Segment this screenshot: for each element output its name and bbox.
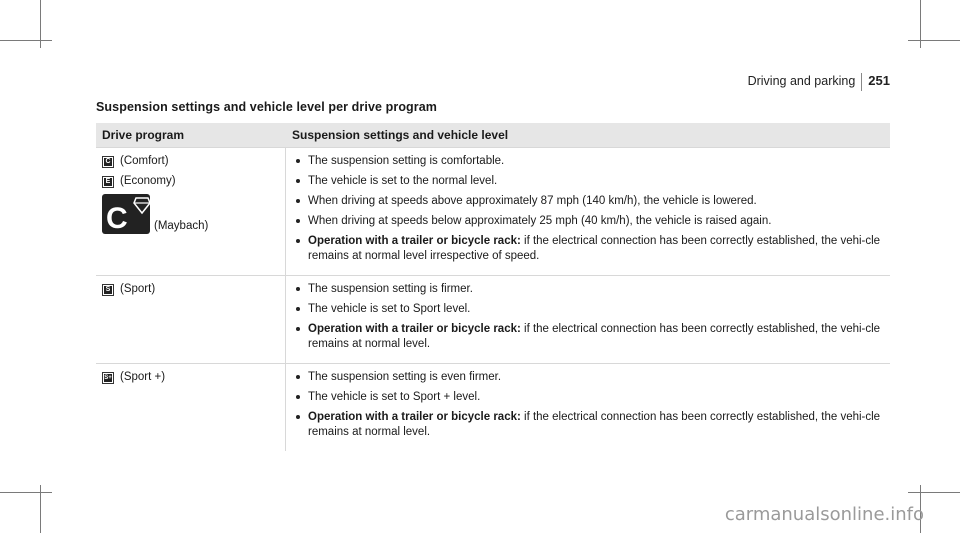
table-row [96,147,890,275]
list-item: The vehicle is set to Sport level. [294,302,884,317]
program-cell [96,276,286,363]
list-item: The suspension setting is even firmer. [294,370,884,385]
sport-plus-key-icon: S+ [102,372,114,384]
program-label: (Comfort) [120,155,169,167]
suspension-table [96,123,890,451]
list-item: When driving at speeds below approximately 25 mph (40 km/h), the vehicle is raised again. [294,214,884,229]
svg-text:C: C [106,202,128,234]
program-label: (Economy) [120,175,176,187]
table-row [96,363,890,451]
header-section: Driving and parking [747,74,856,88]
list-item: Operation with a trailer or bicycle rack: if the electrical connection has been correctly established, the vehi-cle remains at normal level irrespective of speed. [294,234,884,264]
crop-mark [0,40,52,41]
list-item: Operation with a trailer or bicycle rack: if the electrical connection has been correctly established, the vehi-cle remains at normal level. [294,410,884,440]
comfort-key-icon: C [102,156,114,168]
program-label: (Maybach) [154,220,209,232]
watermark: carmanualsonline.info [724,504,924,525]
settings-cell [286,148,890,275]
program-maybach [102,194,279,234]
program-sport [102,282,279,297]
crop-mark [908,492,960,493]
table-header [96,123,890,147]
running-header [748,73,890,91]
header-drive-program: Drive program [102,127,185,142]
list-item: The vehicle is set to the normal level. [294,174,884,189]
crop-mark [908,40,960,41]
economy-key-icon: E [102,176,114,188]
header-divider [861,73,862,91]
section-title: Suspension settings and vehicle level per drive program [96,100,438,114]
program-sport-plus [102,370,279,385]
list-item: The suspension setting is firmer. [294,282,884,297]
sport-key-icon: S [102,284,114,296]
program-label: (Sport) [120,283,156,295]
program-comfort [102,154,279,169]
maybach-diamond-icon [102,194,150,234]
program-cell [96,364,286,451]
crop-mark [0,492,52,493]
header-suspension: Suspension settings and vehicle level [292,127,509,142]
program-economy [102,174,279,189]
list-item: The suspension setting is comfortable. [294,154,884,169]
program-label: (Sport +) [120,371,166,383]
page-number: 251 [868,73,890,88]
table-row [96,275,890,363]
list-item: When driving at speeds above approximately 87 mph (140 km/h), the vehicle is lowered. [294,194,884,209]
list-item: Operation with a trailer or bicycle rack: if the electrical connection has been correctly established, the vehi-cle remains at normal level. [294,322,884,352]
settings-cell [286,364,890,451]
list-item: The vehicle is set to Sport + level. [294,390,884,405]
program-cell [96,148,286,275]
settings-cell [286,276,890,363]
